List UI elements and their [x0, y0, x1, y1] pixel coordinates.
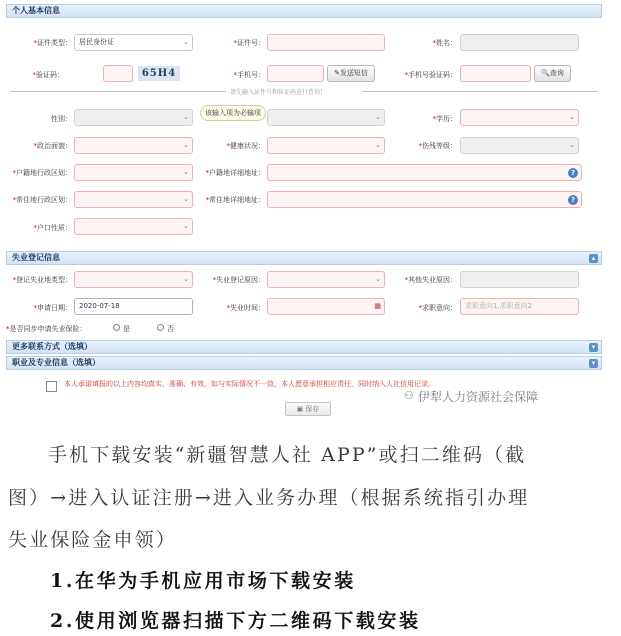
- captcha-image[interactable]: 65H4: [138, 66, 180, 81]
- section-personal-info: [6, 4, 602, 18]
- section-more-contact[interactable]: [6, 340, 602, 354]
- reg-reason-label: *失业登记原因：: [212, 276, 265, 284]
- name-input[interactable]: [460, 34, 579, 51]
- pledge-checkbox[interactable]: [46, 381, 57, 392]
- health-select[interactable]: [267, 137, 385, 154]
- chevron-down-icon: ⌄: [375, 113, 381, 121]
- article-line-4: 1.在华为手机应用市场下载安装: [50, 570, 356, 592]
- chevron-down-icon: ⌄: [375, 141, 381, 149]
- expand-icon[interactable]: ▾: [589, 359, 598, 368]
- help-icon[interactable]: ?: [568, 195, 578, 205]
- query-hint: 请先输入证件号和验证码进行查询！: [230, 89, 327, 96]
- article-line-1: 手机下载安装“新疆智慧人社 APP”或扫二维码（截: [48, 444, 527, 466]
- captcha-label: *验证码：: [32, 71, 64, 79]
- save-button[interactable]: ▣ 保存: [285, 402, 331, 416]
- phone-input[interactable]: [267, 65, 324, 82]
- reg-type-select[interactable]: [74, 271, 193, 288]
- calendar-icon[interactable]: ▦: [374, 302, 381, 310]
- chevron-down-icon: ⌄: [183, 195, 189, 203]
- query-button[interactable]: 🔍查询: [534, 65, 571, 82]
- chevron-down-icon: ⌄: [183, 141, 189, 149]
- radio-yes-label: 是: [123, 325, 130, 333]
- phone-label: *手机号：: [233, 71, 265, 79]
- hukou-type-label: *户口性质：: [33, 224, 72, 232]
- residence-region-select[interactable]: [74, 191, 193, 208]
- disability-select[interactable]: [460, 137, 579, 154]
- hukou-region-select[interactable]: [74, 164, 193, 181]
- captcha-input[interactable]: [103, 65, 133, 82]
- section-title: 更多联系方式（选填）: [12, 342, 92, 351]
- chevron-down-icon: ⌄: [183, 113, 189, 121]
- hukou-region-label: *户籍地行政区划：: [12, 169, 72, 177]
- section-title: 个人基本信息: [12, 6, 60, 15]
- hukou-address-label: *户籍地详细地址：: [205, 169, 265, 177]
- id-number-label: *证件号：: [233, 39, 265, 47]
- send-sms-button[interactable]: ✎发送短信: [327, 65, 375, 82]
- unemploy-time-label: *失业时间：: [226, 304, 265, 312]
- chevron-down-icon: ⌄: [569, 141, 575, 149]
- field-row3-middle[interactable]: [267, 109, 385, 126]
- health-label: *健康状况：: [226, 142, 265, 150]
- watermark: 伊犁人力资源社会保障: [418, 390, 539, 404]
- gender-select[interactable]: [74, 109, 193, 126]
- name-label: *姓名：: [432, 39, 457, 47]
- residence-address-input[interactable]: [267, 191, 582, 208]
- reg-type-label: *登记失业地类型：: [12, 276, 72, 284]
- sync-insurance-label: *是否同步申请失业保险：: [6, 325, 87, 333]
- residence-region-label: *常住地行政区划：: [12, 196, 72, 204]
- divider-right: [362, 91, 598, 92]
- id-type-label: *证件类型：: [33, 39, 72, 47]
- sms-code-input[interactable]: [460, 65, 531, 82]
- article-line-5: 2.使用浏览器扫描下方二维码下载安装: [50, 610, 421, 632]
- divider-left: [10, 91, 226, 92]
- disability-label: *伤残等级：: [418, 142, 457, 150]
- chevron-down-icon: ⌄: [183, 275, 189, 283]
- radio-no-label: 否: [167, 325, 174, 333]
- education-select[interactable]: [460, 109, 579, 126]
- chevron-down-icon: ⌄: [183, 38, 189, 46]
- section-unemployment: [6, 251, 602, 265]
- id-number-input[interactable]: [267, 34, 385, 51]
- chevron-down-icon: ⌄: [569, 113, 575, 121]
- political-select[interactable]: [74, 137, 193, 154]
- section-career-info[interactable]: [6, 356, 602, 370]
- hukou-type-select[interactable]: [74, 218, 193, 235]
- radio-no[interactable]: [157, 324, 164, 331]
- article-line-3: 失业保险金申领）: [8, 529, 177, 551]
- required-tooltip: 该输入项为必输项: [200, 105, 266, 121]
- apply-date-label: *申请日期：: [33, 304, 72, 312]
- article-line-2: 图）→进入认证注册→进入业务办理（根据系统指引办理: [8, 487, 530, 509]
- political-label: *政治面貌：: [33, 142, 72, 150]
- residence-address-label: *常住地详细地址：: [205, 196, 265, 204]
- job-intent-input[interactable]: 求职意向1,求职意向2: [460, 298, 579, 315]
- chevron-down-icon: ⌄: [375, 275, 381, 283]
- search-icon: 🔍: [541, 69, 550, 77]
- gender-label: 性别：: [51, 115, 72, 123]
- other-reason-label: *其他失业原因：: [404, 276, 457, 284]
- unemploy-time-input[interactable]: [267, 298, 385, 315]
- other-reason-input[interactable]: [460, 271, 579, 288]
- chevron-down-icon: ⌄: [183, 168, 189, 176]
- wechat-icon: ⚇: [404, 389, 414, 402]
- id-type-select[interactable]: 居民身份证 ⌄: [74, 34, 193, 51]
- save-icon: ▣: [296, 405, 304, 413]
- chevron-down-icon: ⌄: [183, 222, 189, 230]
- help-icon[interactable]: ?: [568, 168, 578, 178]
- send-icon: ✎: [334, 69, 340, 77]
- job-intent-label: *求职意向：: [418, 304, 457, 312]
- reg-reason-select[interactable]: [267, 271, 385, 288]
- hukou-address-input[interactable]: [267, 164, 582, 181]
- expand-icon[interactable]: ▾: [589, 343, 598, 352]
- section-title: 失业登记信息: [12, 253, 60, 262]
- radio-yes[interactable]: [113, 324, 120, 331]
- collapse-icon[interactable]: ▴: [589, 254, 598, 263]
- education-label: *学历：: [432, 115, 457, 123]
- apply-date-input[interactable]: 2020-07-18: [74, 298, 193, 315]
- pledge-text: 本人承诺填报的以上内容均真实、准确、有效，如与实际情况不一致，本人愿意承担相应责任，同时纳入人社信用记录。: [64, 380, 435, 388]
- sms-code-label: *手机号验证码：: [404, 71, 457, 79]
- section-title: 职业及专业信息（选填）: [12, 358, 100, 367]
